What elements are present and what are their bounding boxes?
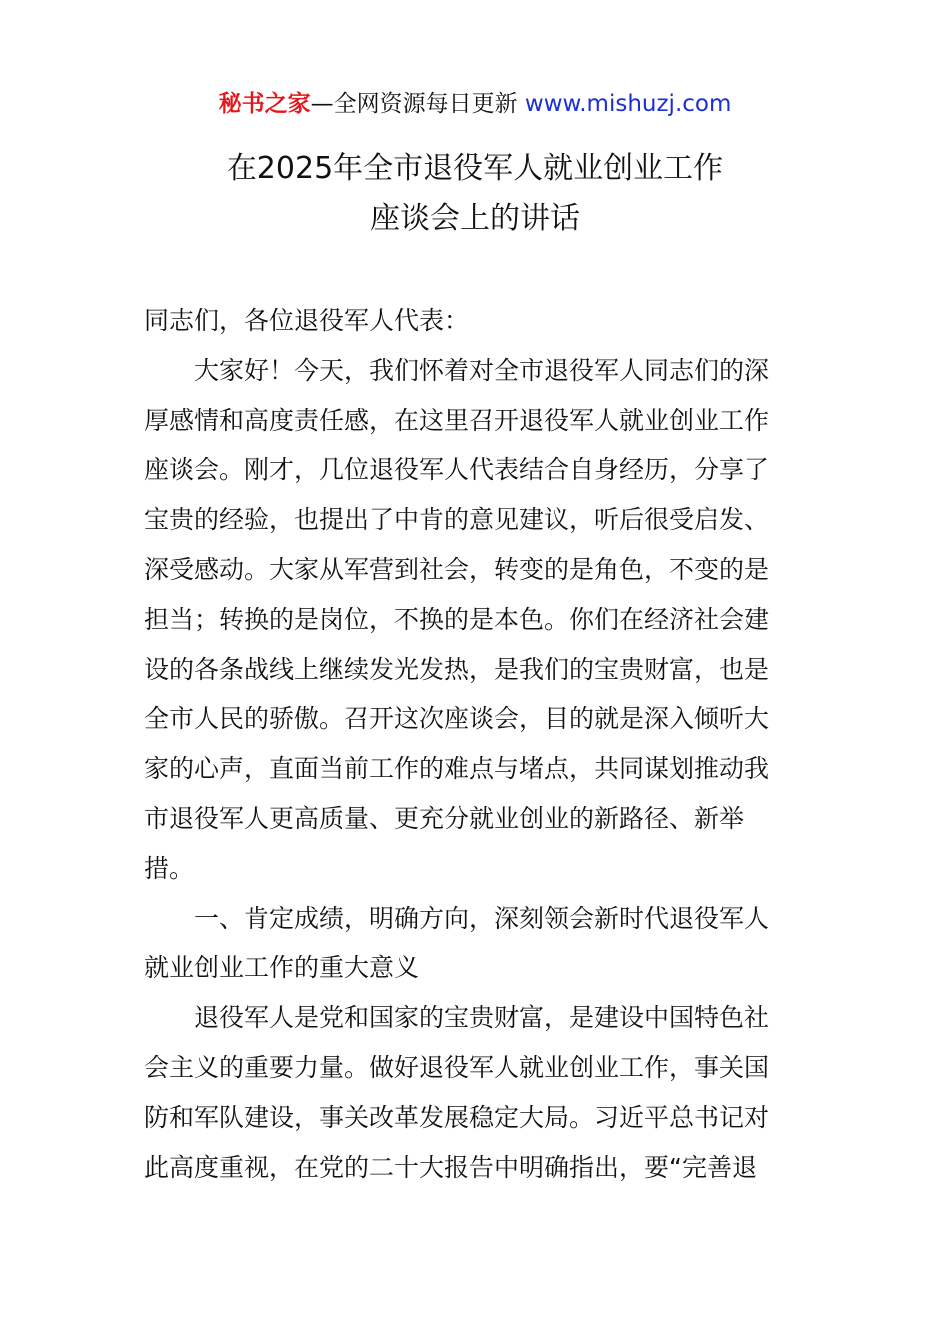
paragraph-line: 全市人民的骄傲。召开这次座谈会，目的就是深入倾听大 [144, 704, 770, 734]
document-title-line-1: 在2025年全市退役军人就业创业工作 [226, 151, 724, 186]
paragraph-line: 退役军人是党和国家的宝贵财富，是建设中国特色社 [194, 1003, 770, 1033]
brand-name: 秘书之家 [218, 91, 311, 117]
paragraph-line: 担当；转换的是岗位，不换的是本色。你们在经济社会建 [144, 604, 770, 634]
paragraph-line: 防和军队建设，事关改革发展稳定大局。习近平总书记对 [144, 1102, 770, 1132]
paragraph-line: 大家好！今天，我们怀着对全市退役军人同志们的深 [194, 355, 770, 385]
paragraph-line: 会主义的重要力量。做好退役军人就业创业工作，事关国 [144, 1052, 770, 1082]
paragraph-line: 厚感情和高度责任感，在这里召开退役军人就业创业工作 [144, 405, 770, 435]
salutation: 同志们，各位退役军人代表： [144, 306, 470, 335]
document-body [144, 296, 808, 1192]
paragraph-line: 座谈会。刚才，几位退役军人代表结合自身经历，分享了 [144, 455, 770, 485]
paragraph-line: 此高度重视，在党的二十大报告中明确指出，要“完善退 [144, 1152, 757, 1182]
paragraph-line: 深受感动。大家从军营到社会，转变的是角色，不变的是 [144, 554, 770, 584]
site-banner [0, 84, 950, 124]
paragraph-line: 市退役军人更高质量、更充分就业创业的新路径、新举 [144, 803, 745, 833]
section-heading-cont: 就业创业工作的重大意义 [144, 953, 420, 983]
banner-tagline: —全网资源每日更新 [310, 91, 525, 117]
site-url-link[interactable]: www.mishuzj.com [524, 91, 732, 117]
paragraph-line: 设的各条战线上继续发光发热，是我们的宝贵财富，也是 [144, 654, 770, 684]
section-heading: 一、肯定成绩，明确方向，深刻领会新时代退役军人 [194, 903, 770, 933]
paragraph-line: 家的心声，直面当前工作的难点与堵点，共同谋划推动我 [144, 754, 770, 784]
paragraph-line: 宝贵的经验，也提出了中肯的意见建议，听后很受启发、 [144, 505, 770, 535]
paragraph-line: 措。 [144, 853, 195, 883]
document-title-line-2: 座谈会上的讲话 [370, 201, 580, 236]
